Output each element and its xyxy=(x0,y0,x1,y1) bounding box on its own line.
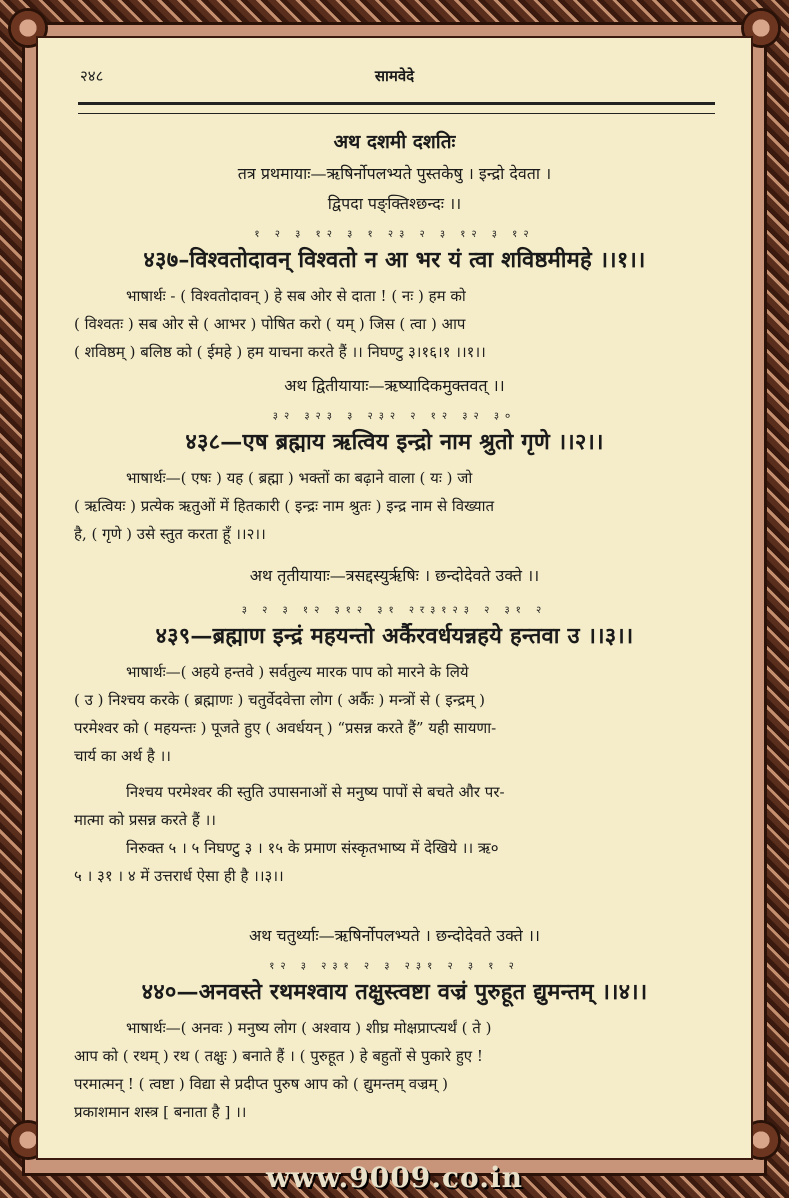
meaning-line: ( शविष्ठम् ) बलिष्ठ को ( ईमहे ) हम याचना करते हैं ।। निघण्टु ३।१६।१ ।।१।। xyxy=(74,343,486,361)
mantra-text: ४४०—अनवस्ते रथमश्वाय तक्षुस्त्वष्टा वज्रं पुरुहूत द्युमन्तम् ।।४।। xyxy=(141,979,648,1005)
meaning-line: भाषार्थः—( एषः ) यह ( ब्रह्मा ) भक्तों का बढ़ाने वाला ( यः ) जो xyxy=(126,469,473,487)
meaning-line: ( ऋत्वियः ) प्रत्येक ऋतुओं में हितकारी ( इन्द्रः नाम श्रुतः ) इन्द्र नाम से विख्यात xyxy=(74,497,495,515)
meaning-line: है, ( गृणे ) उसे स्तुत करता हूँ ।।२।। xyxy=(74,525,266,543)
commentary-line: निश्चय परमेश्वर की स्तुति उपासनाओं से मनुष्य पापों से बचते और पर- xyxy=(126,783,505,801)
meaning-line: परमात्मन् ! ( त्वष्टा ) विद्या से प्रदीप्त पुरुष आप को ( द्युमन्तम् वज्रम् ) xyxy=(74,1075,448,1093)
book-title: सामवेदे xyxy=(374,67,415,85)
accent-marks: १ २ ३ १२ ३ १ २३ २ ३ १२ ३ १२ xyxy=(254,229,535,240)
next-intro: अथ द्वितीयायाः—ऋष्यादिकमुक्तवत् ।। xyxy=(284,376,505,395)
meaning-line: भाषार्थः—( अहये हन्तवे ) सर्वतुल्य मारक पाप को मारने के लिये xyxy=(126,663,469,681)
next-intro: अथ चतुर्थ्याः—ऋषिर्नोपलभ्यते । छन्दोदेवते उक्ते ।। xyxy=(248,926,540,945)
next-intro: अथ तृतीयायाः—त्रसद्दस्युर्ऋषिः । छन्दोदेवते उक्ते ।। xyxy=(249,566,540,585)
mantra-text: ४३९—ब्रह्माण इन्द्रं महयन्तो अर्कैरवर्धयन्नहये हन्तवा उ ।।३।। xyxy=(155,623,634,649)
accent-marks: ३२ ३२३ ३ २३२ २ १२ ३२ ३० xyxy=(272,411,517,422)
meaning-line: भाषार्थः—( अनवः ) मनुष्य लोग ( अश्वाय ) शीघ्र मोक्षप्राप्त्यर्थं ( ते ) xyxy=(126,1019,492,1037)
meaning-line: ( विश्वतः ) सब ओर से ( आभर ) पोषित करो ( यम् ) जिस ( त्वा ) आप xyxy=(74,315,466,333)
meaning-line: भाषार्थः - ( विश्वतोदावन् ) हे सब ओर से दाता ! ( नः ) हम को xyxy=(126,287,466,305)
website-watermark: www.9009.co.in xyxy=(266,1161,523,1194)
mantra-meaning xyxy=(38,282,789,366)
commentary-line: ५ । ३१ । ४ में उत्तरार्ध ऐसा ही है ।।३।। xyxy=(74,867,284,885)
meaning-line: चार्य का अर्थ है ।। xyxy=(74,747,171,765)
mantra-meaning xyxy=(38,658,789,890)
section-intro-line: तत्र प्रथमायाः—ऋषिर्नोपलभ्यते पुस्तकेषु । इन्द्रो देवता । xyxy=(237,164,552,183)
scripture-page xyxy=(36,36,753,1160)
header-rule xyxy=(78,102,715,114)
section-heading: अथ दशमी दशतिः xyxy=(333,131,456,153)
meaning-line: आप को ( रथम् ) रथ ( तक्षुः ) बनाते हैं । ( पुरुहूत ) हे बहुतों से पुकारे हुए ! xyxy=(74,1047,483,1065)
commentary-line: निरुक्त ५ । ५ निघण्टु ३ । १५ के प्रमाण संस्कृतभाष्य में देखिये ।। ऋ० xyxy=(126,839,499,857)
meaning-line: ( उ ) निश्चय करके ( ब्रह्माणः ) चतुर्वेदवेत्ता लोग ( अर्कैः ) मन्त्रों से ( इन्द्रम् ) xyxy=(74,691,485,709)
accent-marks: ३ २ ३ १२ ३१२ ३१ २र३१२३ २ ३१ २ xyxy=(241,605,548,616)
meaning-line: परमेश्वर को ( महयन्तः ) पूजते हुए ( अवर्धयन् ) “प्रसन्न करते हैं” यही सायणा- xyxy=(74,719,497,737)
accent-marks: १२ ३ २३१ २ ३ २३१ २ ३ १ २ xyxy=(269,961,520,972)
commentary-line: मात्मा को प्रसन्न करते हैं ।। xyxy=(74,811,216,829)
mantra-text: ४३८—एष ब्रह्माय ऋत्विय इन्द्रो नाम श्रुतो गृणे ।।२।। xyxy=(185,429,604,455)
mantra-text: ४३७–विश्वतोदावन् विश्वतो न आ भर यं त्वा शविष्ठमीमहे ।।१।। xyxy=(143,247,646,273)
mantra-meaning xyxy=(38,464,789,548)
section-intro-line: द्विपदा पङ्क्तिश्छन्दः ।। xyxy=(327,194,462,213)
mantra-meaning xyxy=(38,1014,789,1126)
page-header xyxy=(38,66,751,90)
meaning-line: प्रकाशमान शस्त्र [ बनाता है ] ।। xyxy=(74,1103,247,1121)
page-number: २४८ xyxy=(80,67,104,85)
